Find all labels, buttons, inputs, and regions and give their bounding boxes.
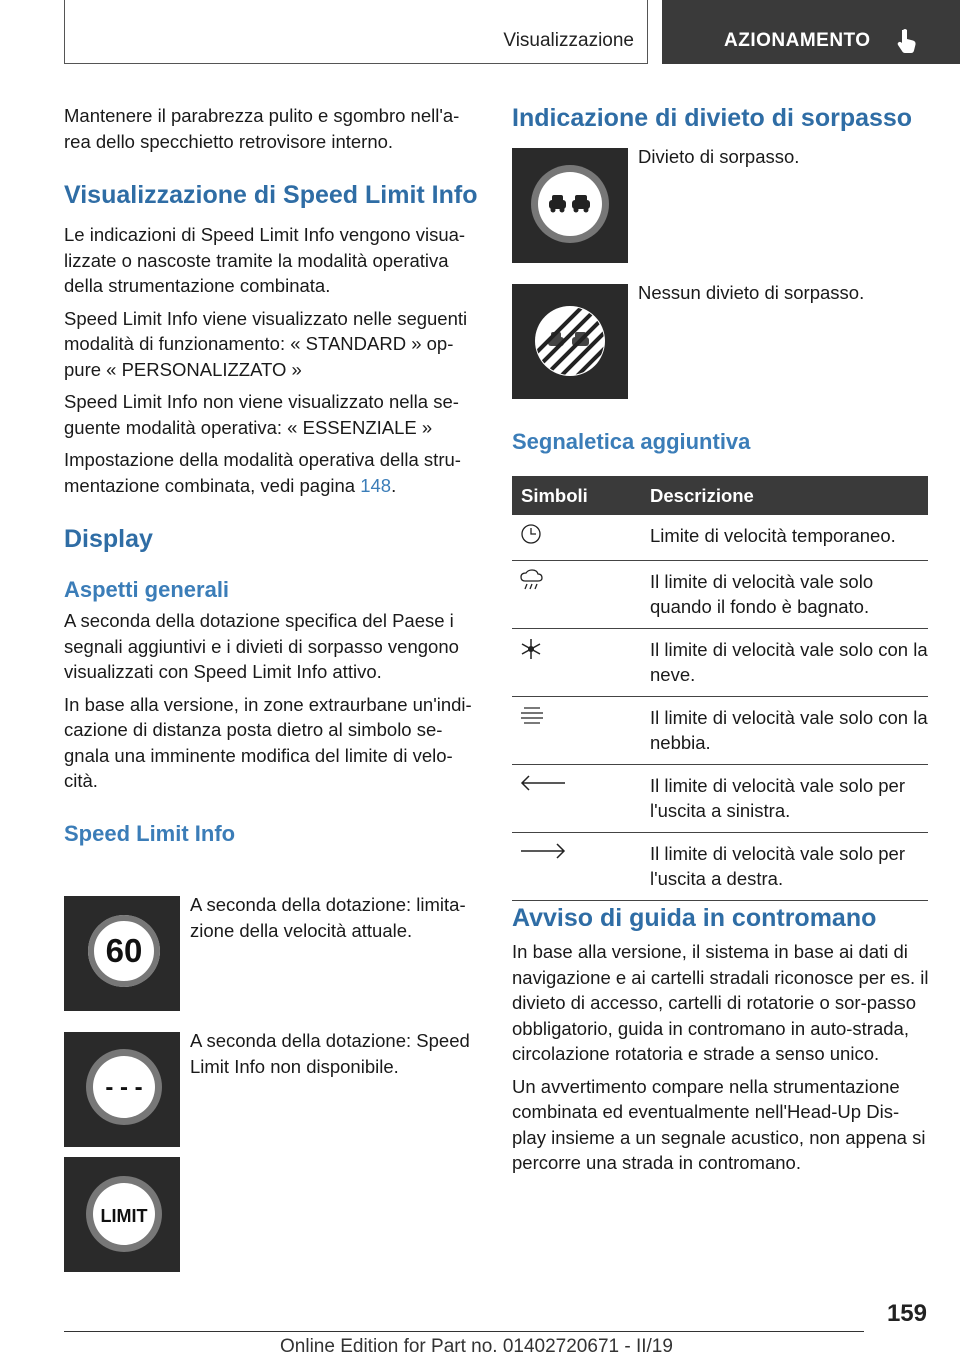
table-row: [512, 629, 928, 697]
paragraph-text: Impostazione della modalità operativa della stru-mentazione combinata, vedi pagina: [64, 449, 461, 496]
row-description: Il limite di velocità vale solo per l'uscita a destra.: [650, 833, 928, 901]
fog-icon: [519, 705, 545, 727]
snowflake-icon: [519, 637, 543, 661]
no-overtaking-sign: [512, 148, 628, 263]
paragraph: In base alla versione, il sistema in base ai dati di navigazione e ai cartelli stradali riconosce per es. il divieto di accesso, cartelli di rotatorie o sor-passo obbligatorio, guida in contromano in auto-strada, circolazione rotatoria e strade a senso unico.: [512, 941, 929, 1064]
heading-display: Display: [64, 525, 153, 553]
heading-general: Aspetti generali: [64, 577, 230, 602]
sign-60-text: 60: [105, 932, 143, 969]
page-number: 159: [886, 1300, 927, 1327]
row-description: Il limite di velocità vale solo con la nebbia.: [650, 697, 928, 765]
section-title: Visualizzazione: [503, 30, 634, 51]
table-header-row: [512, 476, 928, 515]
table-row: [512, 697, 928, 765]
intro-paragraph: Mantenere il parabrezza pulito e sgombro nell'a-rea dello specchietto retrovisore interno.: [64, 105, 460, 152]
paragraph: [64, 447, 482, 498]
page-link[interactable]: 148: [360, 474, 392, 496]
paragraph: In base alla versione, in zone extraurbane un'indi-cazione di distanza posta dietro al simbolo se-gnala una imminente modifica del limite di velo-cità.: [64, 693, 472, 791]
table-row: [512, 765, 928, 833]
heading-speed-limit-display: Visualizzazione di Speed Limit Info: [64, 181, 478, 209]
heading-wrong-way: Avviso di guida in contromano: [512, 904, 877, 932]
sign1-description: A seconda della dotazione: limita-zione della velocità attuale.: [190, 894, 466, 941]
footer-rule: [64, 1331, 864, 1332]
row-description: Limite di velocità temporaneo.: [650, 515, 928, 561]
sign-limit-text: LIMIT: [100, 1206, 148, 1226]
additional-signs-table: [512, 476, 928, 901]
table-row: [512, 833, 928, 901]
speed-limit-60-sign: [64, 896, 180, 1011]
row-description: Il limite di velocità vale solo per l'uscita a sinistra.: [650, 765, 928, 833]
arrow-left-icon: [519, 773, 567, 793]
overtaking-desc-1: Divieto di sorpasso.: [638, 146, 800, 167]
sign2-description: A seconda della dotazione: Speed Limit Info non disponibile.: [190, 1030, 470, 1077]
overtaking-desc-2: Nessun divieto di sorpasso.: [638, 282, 865, 303]
col-description: Descrizione: [650, 476, 928, 515]
row-description: Il limite di velocità vale solo quando il fondo è bagnato.: [650, 561, 928, 629]
chapter-title: AZIONAMENTO: [724, 30, 871, 51]
paragraph: Speed Limit Info non viene visualizzato nella se-guente modalità operativa: « ESSENZIALE »: [64, 391, 459, 438]
left-column: [64, 103, 482, 848]
rain-cloud-icon: [519, 569, 545, 591]
arrow-right-icon: [519, 841, 567, 861]
paragraph: Le indicazioni di Speed Limit Info vengono visua-lizzate o nascoste tramite la modalità operativa della strumentazione combinata.: [64, 224, 466, 296]
paragraph: A seconda della dotazione specifica del Paese i segnali aggiuntivi e i divieti di sorpasso vengono visualizzati con Speed Limit Info attivo.: [64, 610, 459, 682]
heading-additional-signs: Segnaletica aggiuntiva: [512, 429, 751, 454]
heading-speed-limit-info: Speed Limit Info: [64, 820, 236, 846]
heading-overtaking: Indicazione di divieto di sorpasso: [512, 104, 913, 132]
hand-pointer-icon: [896, 28, 918, 54]
col-symbols: Simboli: [512, 476, 650, 515]
sign-dashes-text: - - -: [105, 1074, 143, 1101]
row-description: Il limite di velocità vale solo con la neve.: [650, 629, 928, 697]
speed-limit-unavailable-sign: [64, 1032, 180, 1147]
table-row: [512, 561, 928, 629]
wrong-way-section: [512, 903, 930, 1183]
paragraph: Speed Limit Info viene visualizzato nelle seguenti modalità di funzionamento: « STANDARD » op-pure « PERSONALIZZATO »: [64, 307, 468, 380]
paragraph: Un avvertimento compare nella strumentazione combinata ed eventualmente nell'Head-Up Dis-play insieme a un segnale acustico, non appena si percorre una strada in contromano.: [512, 1075, 926, 1173]
paragraph-end: .: [391, 474, 397, 496]
chapter-tab: [662, 0, 960, 64]
table-row: [512, 515, 928, 561]
footer-edition: Online Edition for Part no. 01402720671 - II/19: [280, 1336, 673, 1357]
end-no-overtaking-sign: [512, 284, 628, 399]
clock-icon: [519, 523, 543, 545]
limit-sign: [64, 1157, 180, 1272]
